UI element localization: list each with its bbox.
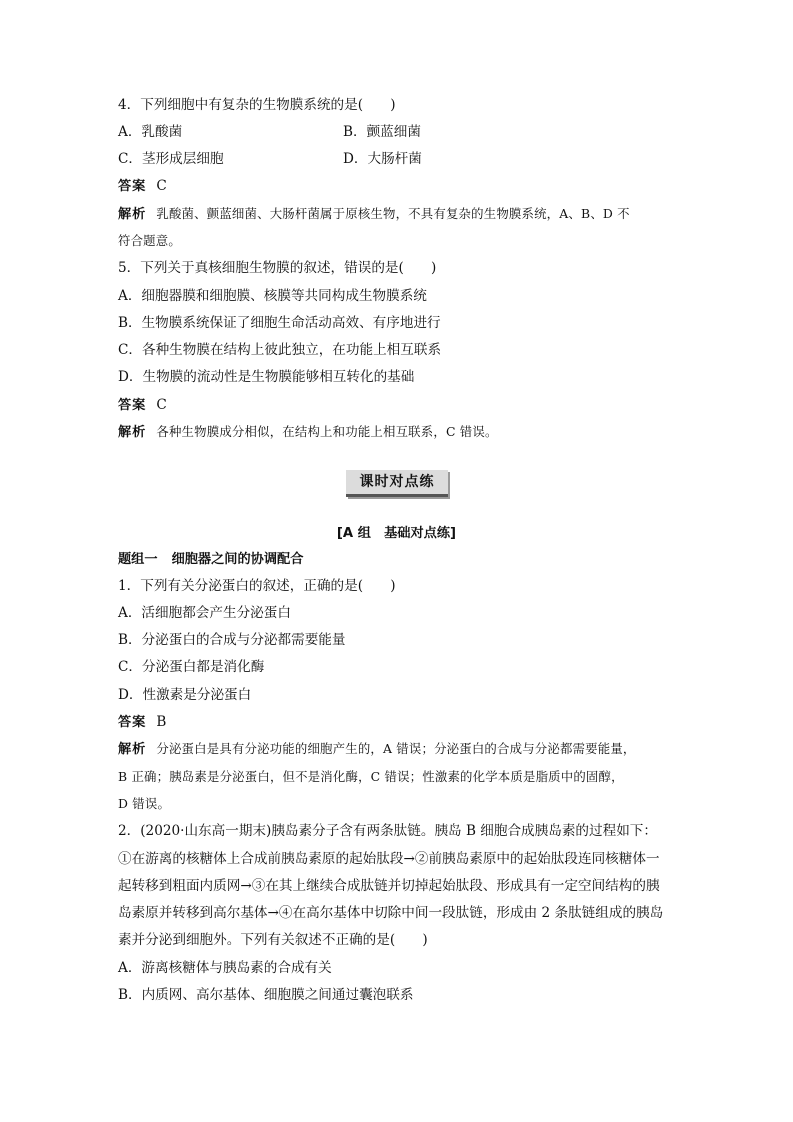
answer-value: C [156,178,167,194]
q4-answer-row [118,176,167,197]
q2-stem-line-3: 起转移到粗面内质网→③在其上继续合成肽链并切掉起始肽段、形成具有一定空间结构的胰 [118,878,660,894]
q2-stem-line-1: 2．(2020·山东高一期末)胰岛素分子含有两条肽链。胰岛 B 细胞合成胰岛素的过程如下： [118,823,657,839]
q1-explanation-line-3: D 错误。 [118,796,171,811]
q2-stem-line-2: ①在游离的核糖体上合成前胰岛素原的起始肽段→②前胰岛素原中的起始肽段连同核糖体一 [118,851,660,867]
q4-option-c: C．茎形成层细胞 [118,151,224,167]
q1-answer-row [118,712,166,733]
group-heading: [A 组 基础对点练] [336,526,457,541]
section-banner: 课时对点练 [346,470,448,497]
q2-option-a: A．游离核糖体与胰岛素的合成有关 [118,960,332,976]
q5-option-d: D．生物膜的流动性是生物膜能够相互转化的基础 [118,369,415,385]
q5-answer-row [118,395,167,416]
q1-option-a: A．活细胞都会产生分泌蛋白 [118,605,291,621]
q1-stem: 1．下列有关分泌蛋白的叙述，正确的是( ) [118,578,396,594]
q2-stem-line-5: 素并分泌到细胞外。下列有关叙述不正确的是( ) [118,932,428,948]
explanation-text: 各种生物膜成分相似，在结构上和功能上相互联系，C 错误。 [156,424,498,439]
q5-option-c: C．各种生物膜在结构上彼此独立，在功能上相互联系 [118,342,442,358]
answer-label: 答案 [118,179,147,194]
q4-option-d: D．大肠杆菌 [343,151,422,167]
answer-value: C [156,397,167,413]
q2-option-b: B．内质网、高尔基体、细胞膜之间通过囊泡联系 [118,987,414,1003]
answer-value: B [156,714,167,730]
explanation-text: 分泌蛋白是具有分泌功能的细胞产生的，A 错误；分泌蛋白的合成与分泌都需要能量， [156,741,636,756]
explanation-label: 解析 [118,742,147,757]
q1-explanation-line-2: B 正确；胰岛素是分泌蛋白，但不是消化酶，C 错误；性激素的化学本质是脂质中的固醇， [118,769,624,784]
q5-option-a: A．细胞器膜和细胞膜、核膜等共同构成生物膜系统 [118,288,427,304]
q4-option-b: B．颤蓝细菌 [343,124,421,140]
topic-label: 题组一 [118,552,158,567]
q1-option-c: C．分泌蛋白都是消化酶 [118,659,265,675]
q4-option-a: A．乳酸菌 [118,124,183,140]
q1-explanation-row [118,739,636,760]
q5-stem: 5．下列关于真核细胞生物膜的叙述，错误的是( ) [118,260,437,276]
topic-title: 细胞器之间的协调配合 [171,552,304,567]
q5-option-b: B．生物膜系统保证了细胞生命活动高效、有序地进行 [118,315,441,331]
answer-label: 答案 [118,715,147,730]
explanation-label: 解析 [118,207,147,222]
q4-stem: 4．下列细胞中有复杂的生物膜系统的是( ) [118,97,396,113]
q4-explanation-cont: 符合题意。 [118,233,181,248]
q1-option-d: D．性激素是分泌蛋白 [118,687,252,703]
q5-explanation-row [118,422,498,443]
q1-option-b: B．分泌蛋白的合成与分泌都需要能量 [118,632,346,648]
q4-explanation-row [118,204,630,225]
topic-heading [118,549,303,570]
answer-label: 答案 [118,398,147,413]
q2-stem-line-4: 岛素原并转移到高尔基体→④在高尔基体中切除中间一段肽链，形成由 2 条肽链组成的胰岛 [118,905,664,921]
explanation-label: 解析 [118,425,147,440]
explanation-text: 乳酸菌、颤蓝细菌、大肠杆菌属于原核生物，不具有复杂的生物膜系统，A、B、D 不 [156,206,630,221]
